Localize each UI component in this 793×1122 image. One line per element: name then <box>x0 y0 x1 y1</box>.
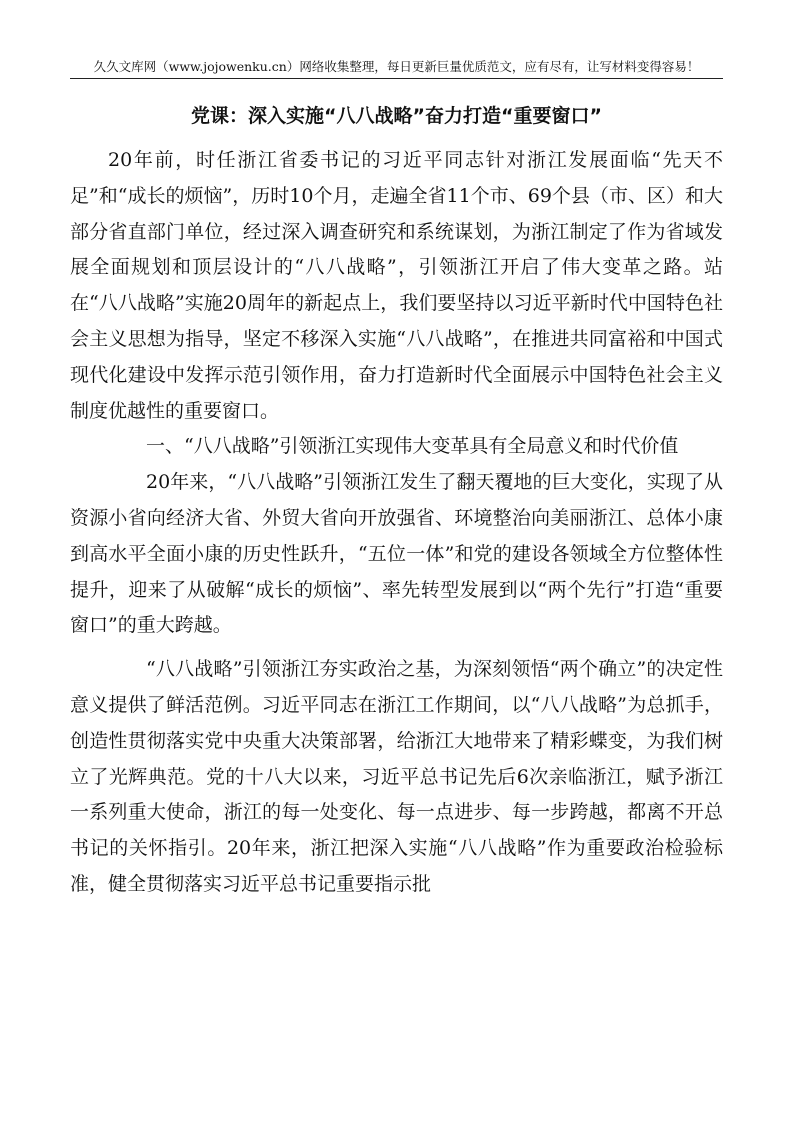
document-body <box>70 143 723 903</box>
paragraph-political-foundation: “八八战略”引领浙江夯实政治之基，为深刻领悟“两个确立”的决定性意义提供了鲜活范例。习近平同志在浙江工作期间，以“八八战略”为总抓手，创造性贯彻落实党中央重大决策部署，给浙江大地带来了精彩蝶变，为我们树立了光辉典范。党的十八大以来，习近平总书记先后6次亲临浙江，赋予浙江一系列重大使命，浙江的每一处变化、每一点进步、每一步跨越，都离不开总书记的关怀指引。20年来，浙江把深入实施“八八战略”作为重要政治检验标准，健全贯彻落实习近平总书记重要指示批 <box>70 658 723 895</box>
document-title: 党课：深入实施“八八战略”奋力打造“重要窗口” <box>191 105 602 127</box>
header-divider <box>70 78 723 79</box>
paragraph-intro: 20年前，时任浙江省委书记的习近平同志针对浙江发展面临“先天不足”和“成长的烦恼”，历时10个月，走遍全省11个市、69个县（市、区）和大部分省直部门单位，经过深入调查研究和系统谋划，为浙江制定了作为省域发展全面规划和顶层设计的“八八战略”，引领浙江开启了伟大变革之路。站在“八八战略”实施20周年的新起点上，我们要坚持以习近平新时代中国特色社会主义思想为指导，坚定不移深入实施“八八战略”，在推进共同富裕和中国式现代化建设中发挥示范引领作用，奋力打造新时代全面展示中国特色社会主义制度优越性的重要窗口。 <box>70 149 723 422</box>
page-header: 久久文库网（www.jojowenku.cn）网络收集整理，每日更新巨量优质范文，应有尽有，让写材料变得容易！ <box>93 59 700 74</box>
section-heading-1: 一、“八八战略”引领浙江实现伟大变革具有全局意义和时代价值 <box>146 435 679 458</box>
paragraph-section-1-overview: 20年来，“八八战略”引领浙江发生了翻天覆地的巨大变化，实现了从资源小省向经济大省、外贸大省向开放强省、环境整治向美丽浙江、总体小康到高水平全面小康的历史性跃升，“五位一体”和党的建设各领域全方位整体性提升，迎来了从破解“成长的烦恼”、率先转型发展到以“两个先行”打造“重要窗口”的重大跨越。 <box>70 471 723 637</box>
